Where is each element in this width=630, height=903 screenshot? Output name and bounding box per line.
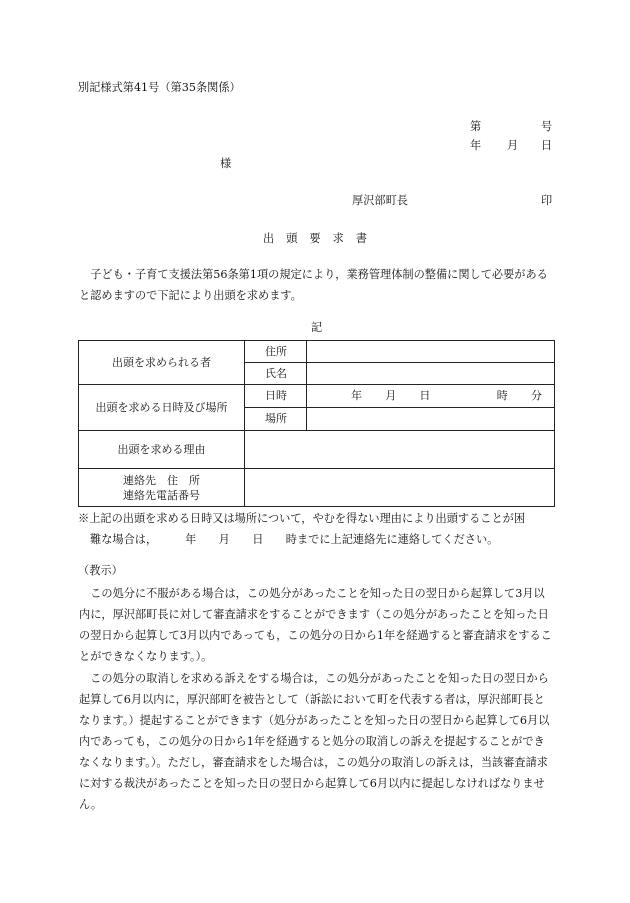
document-title: 出頭要求書 xyxy=(263,232,379,245)
teaching-paragraph-1: この処分に不服がある場合は，この処分があったことを知った日の翌日から起算して3月以内に，厚沢部町長に対して審査請求をすることができます（この処分があったことを知った日の翌日から起算して3月以内であっても，この処分の日から1年を経過すると審査請求をすることができなくなります。）。 xyxy=(79,587,552,663)
date-day: 日 xyxy=(541,139,553,152)
address-field[interactable] xyxy=(307,341,555,363)
date-month: 月 xyxy=(507,139,519,152)
row-label-datetime-place: 出頭を求める日時及び場所 xyxy=(79,385,245,431)
dt-day: 日 xyxy=(419,389,431,403)
place-label: 場所 xyxy=(245,408,307,431)
issuer-seal: 印 xyxy=(541,194,553,207)
intro-paragraph: 子ども・子育て支援法第56条第1項の規定により，業務管理体制の整備に関して必要があると認めますので下記により出頭を求めます。 xyxy=(79,268,548,302)
form-id: 別記様式第41号（第35条関係） xyxy=(78,81,241,94)
place-field[interactable] xyxy=(307,408,555,431)
doc-number-go: 号 xyxy=(541,120,553,133)
contact-label-line1: 連絡先 住 所 xyxy=(123,473,200,487)
request-table xyxy=(78,340,555,507)
dt-minute: 分 xyxy=(530,389,542,403)
row-label-contact xyxy=(79,469,245,507)
teaching-paragraph-2: この処分の取消しを求める訴えをする場合は，この処分があったことを知った日の翌日から起算して6月以内に，厚沢部町を被告として（訴訟において町を代表する者は，厚沢部町長となります。）提起することができます（処分があったことを知った日の翌日から起算して6月以内であっても，この処分の日から1年を経過すると処分の取消しの訴えを提起することができなくなります。）。ただし，審査請求をした場合は，この処分の取消しの訴えは，当該審査請求に対する裁決があったことを知った日の翌日から起算して6月以内に提起しなければなりません。 xyxy=(79,672,550,811)
teaching-heading: （教示） xyxy=(78,564,123,577)
dt-hour: 時 xyxy=(496,389,508,403)
note-line-2: 難な場合は， 年 月 日 時までに上記連絡先に連絡してください。 xyxy=(90,533,499,546)
dt-month: 月 xyxy=(385,389,397,403)
date-year: 年 xyxy=(470,139,482,152)
address-label: 住所 xyxy=(245,341,307,363)
addressee-suffix: 様 xyxy=(220,157,232,170)
ki-marker: 記 xyxy=(311,321,323,334)
dt-year: 年 xyxy=(351,389,362,403)
note-block xyxy=(78,508,556,550)
name-label: 氏名 xyxy=(245,363,307,385)
note-line-1: ※上記の出頭を求める日時又は場所について，やむを得ない理由により出頭することが困 xyxy=(78,512,526,525)
contact-label-line2: 連絡先電話番号 xyxy=(123,488,200,502)
issuer-name: 厚沢部町長 xyxy=(352,194,408,207)
row-label-requested-person: 出頭を求められる者 xyxy=(79,341,245,385)
contact-field[interactable] xyxy=(245,469,555,507)
doc-number-dai: 第 xyxy=(470,120,482,133)
row-label-reason: 出頭を求める理由 xyxy=(79,431,245,469)
name-field[interactable] xyxy=(307,363,555,385)
datetime-field[interactable] xyxy=(307,385,555,408)
reason-field[interactable] xyxy=(245,431,555,469)
datetime-label: 日時 xyxy=(245,385,307,408)
